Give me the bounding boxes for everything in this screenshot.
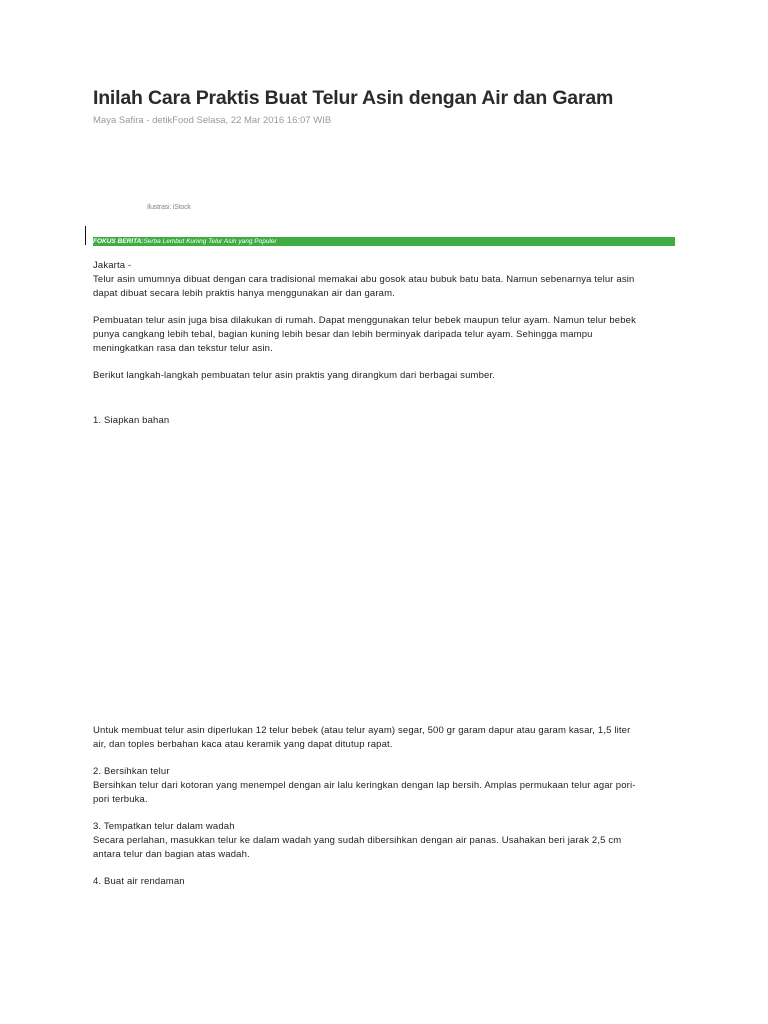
step-2-line-1: Bersihkan telur dari kotoran yang menempel dengan air lalu keringkan dengan lap bersih. Amplas permukaan telur agar pori- — [93, 780, 636, 791]
article-header — [93, 86, 675, 213]
image-caption: Ilustrasi: iStock — [147, 204, 191, 211]
step-1-line-2: air, dan toples berbahan kaca atau keramik yang dapat ditutup rapat. — [93, 739, 393, 750]
article-title: Inilah Cara Praktis Buat Telur Asin dengan Air dan Garam — [93, 87, 614, 109]
step-3-line-2: antara telur dan bagian atas wadah. — [93, 849, 250, 860]
text-cursor — [85, 226, 86, 245]
spacer — [93, 807, 675, 820]
paragraph-1-line-2: dapat dibuat secara lebih praktis hanya menggunakan air dan garam. — [93, 288, 395, 299]
spacer — [93, 383, 675, 414]
focus-link[interactable]: Serba Lembut Kuning Telur Asin yang Populer — [143, 238, 277, 245]
step-3-heading: 3. Tempatkan telur dalam wadah — [93, 821, 235, 832]
paragraph-1-line-1: Telur asin umumnya dibuat dengan cara tradisional memakai abu gosok atau bubuk batu bata. Namun sebenarnya telur asin — [93, 274, 635, 285]
spacer — [93, 752, 675, 765]
step-1-heading: 1. Siapkan bahan — [93, 415, 170, 426]
article-body — [93, 259, 675, 889]
spacer — [93, 301, 675, 314]
article-byline: Maya Safira - detikFood Selasa, 22 Mar 2016 16:07 WIB — [93, 115, 332, 126]
step-1-line-1: Untuk membuat telur asin diperlukan 12 telur bebek (atau telur ayam) segar, 500 gr garam dapur atau garam kasar, 1,5 liter — [93, 725, 631, 736]
focus-label: FOKUS BERITA: — [93, 238, 144, 245]
step-4-heading: 4. Buat air rendaman — [93, 876, 185, 887]
paragraph-2-line-2: punya cangkang lebih tebal, bagian kuning lebih besar dan lebih berminyak daripada telur ayam. Sehingga mampu — [93, 329, 593, 340]
paragraph-2-line-3: meningkatkan rasa dan tekstur telur asin. — [93, 343, 273, 354]
location-line: Jakarta - — [93, 260, 132, 271]
paragraph-3: Berikut langkah-langkah pembuatan telur asin praktis yang dirangkum dari berbagai sumber. — [93, 370, 496, 381]
step-2-line-2: pori terbuka. — [93, 794, 148, 805]
article-image-placeholder — [93, 127, 675, 203]
spacer — [93, 862, 675, 875]
step-2-heading: 2. Bersihkan telur — [93, 766, 170, 777]
step-1-image-placeholder — [93, 428, 675, 724]
paragraph-2-line-1: Pembuatan telur asin juga bisa dilakukan di rumah. Dapat menggunakan telur bebek maupun telur ayam. Namun telur bebek — [93, 315, 637, 326]
focus-news-bar[interactable] — [93, 237, 675, 246]
step-3-line-1: Secara perlahan, masukkan telur ke dalam wadah yang sudah dibersihkan dengan air panas. Usahakan beri jarak 2,5 cm — [93, 835, 622, 846]
spacer — [93, 356, 675, 369]
